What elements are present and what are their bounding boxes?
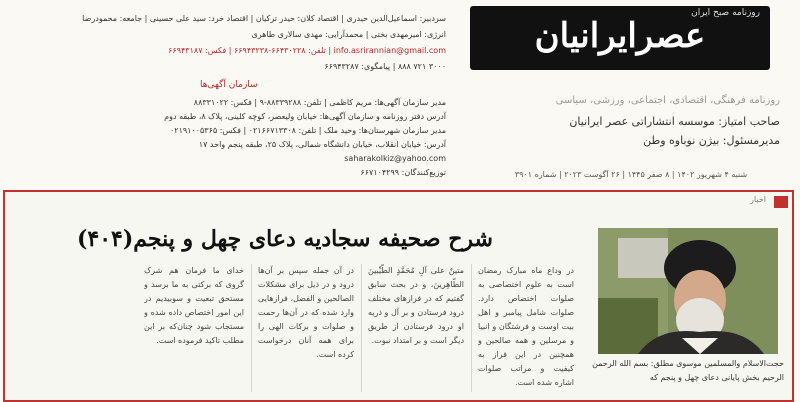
featured-article	[3, 190, 794, 402]
ads-line: مدیر سازمان آگهی‌ها: مریم کاظمی | تلفن: ۸۸۳۳۹۲۸۸-۹ | فکس: ۸۸۳۳۱۰۲۲	[193, 98, 446, 107]
imprint-block	[0, 0, 452, 182]
staff-line: ۳۰۰۰ ۷۲۱ ۸۸۸ | پیامگوی: ۶۶۹۴۳۲۸۷	[324, 62, 446, 71]
masthead-date: شنبه ۴ شهریور ۱۴۰۲ | ۸ صفر ۱۴۴۵ | ۲۶ آگوست ۲۰۲۳ | شماره ۳۹۰۱	[514, 170, 748, 179]
newspaper-logo	[470, 6, 770, 70]
masthead-subtitle: روزنامه فرهنگی، اقتصادی، اجتماعی، ورزشی، سیاسی	[555, 95, 780, 106]
article-column: در وداع ماه مبارک رمضان است به علوم اختصاصی به صلوات اختصاص دارد. صلوات شامل پیامبر و اهل بیت اوست و فرشتگان و انبیا و مرسلین و همه صالحین و همچنین در این فراز به کیفیت و مراتب صلوات اشاره شده است.	[478, 266, 574, 387]
author-photo	[598, 228, 778, 354]
ads-line: آدرس: خیابان انقلاب، خیابان دانشگاه شمالی، پلاک ۲۵، طبقه پنجم واحد ۱۷	[198, 140, 446, 149]
ads-email: saharakolkiz@yahoo.com	[344, 154, 446, 163]
section-tag: اخبار	[750, 195, 766, 204]
column-divider	[361, 264, 362, 392]
logo-kicker: روزنامه صبح ایران	[691, 8, 760, 18]
photo-caption: حجت‌الاسلام والمسلمین موسوی مطلق: بسم الله الرحمن الرحیم بخش پایانی دعای چهل و پنجم که	[592, 359, 784, 382]
article-column: متینٌ علی آلِ مُحَمَّدٍ الطَّیِّبینَ الطّاهِرینَ، و در بحث سابق گفتیم که در فرازهای مختلف درود فرستادن و بر آل و ذریه او درود فرستادن از طریق دیگر است و بر امتداد نبوت.	[368, 266, 464, 345]
article-headline: شرح صحیفه سجادیه دعای چهل و پنجم(۴۰۴)	[77, 226, 493, 252]
masthead-owner: صاحب امتیاز: موسسه انتشاراتی عصر ایرانیان	[569, 115, 780, 128]
staff-contact-line: info.asrirannian@gmail.com | تلفن: ۶۶۴۳۰۲۲۸-۶۶۹۴۳۲۳۸ | فکس: ۶۶۹۴۳۱۸۷	[168, 46, 446, 55]
masthead	[462, 0, 800, 185]
column-divider	[251, 264, 252, 392]
ads-section-title: سازمان آگهی‌ها	[200, 80, 258, 90]
section-tag-marker	[774, 196, 788, 208]
logo-text: عصرایرانیان	[534, 16, 706, 56]
ads-line: مدیر سازمان شهرستان‌ها: وحید ملک | تلفن: ۰۲۱۶۶۷۱۳۳۰۸ | فکس: ۰۲۱۹۱۰۰۵۳۶۵	[169, 126, 446, 135]
article-column: در آن جمله سپس بر آن‌ها درود و در ذیل برای مشکلات الصالحین و الفضل، فرازهایی وارد شده که در آن‌ها رحمت و صلوات و برکات الهی را برای همه آنان درخواست کرده است.	[258, 266, 354, 359]
column-divider	[471, 264, 472, 392]
ads-line: آدرس دفتر روزنامه و سازمان آگهی‌ها: خیابان ولیعصر، کوچه کلینی، پلاک ۸، طبقه دوم	[164, 112, 446, 121]
staff-line: انرژی: امیرمهدی بختی | محمدآرایی: مهدی سالاری طاهری	[251, 30, 446, 39]
masthead-director: مدیرمسئول: بیژن نوباوه وطن	[643, 134, 780, 147]
staff-line: سردبیر: اسماعیل‌الدین حیدری | اقتصاد کلان: حیدر ترکیان | اقتصاد خرد: سید علی حسینی | جامعه: محمودرضا	[82, 14, 446, 23]
article-column: خدای ما فرمان هم شرک گروی که برکتی به ما برسد و مستحق تبعیت و سوبیدیم در این امور اختصاص داده شده و مستجاب شود چنان‌که بر این مطلب تاکید فرموده است.	[144, 266, 244, 345]
ads-line: توزیع‌کنندگان: ۶۶۷۱۰۴۲۹۹	[360, 168, 446, 177]
